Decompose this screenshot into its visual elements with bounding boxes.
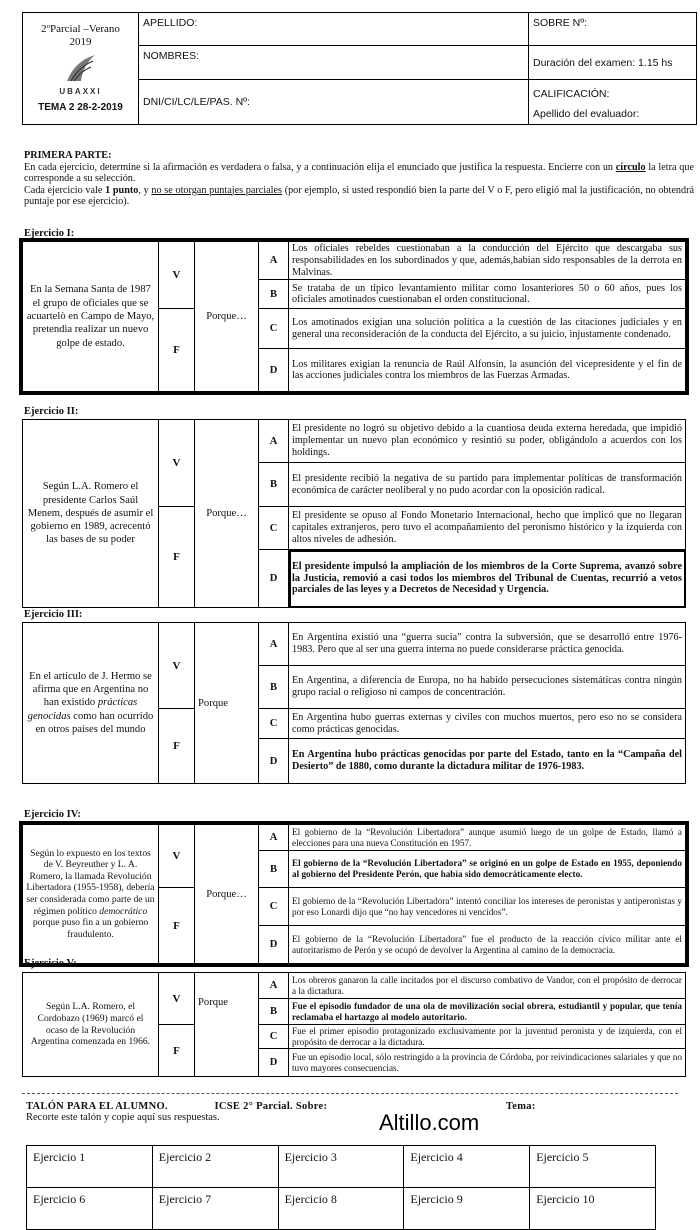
true-option[interactable]: V xyxy=(159,420,195,507)
true-option[interactable]: V xyxy=(159,242,195,309)
option-b-text: Fue el episodio fundador de una ola de movilización social obrera, estudiantil y popular, que tenía reclamaba el hartazgo al modelo autoritario. xyxy=(289,999,686,1025)
false-option[interactable]: F xyxy=(159,709,195,784)
exam-info-cell xyxy=(23,13,139,125)
answer-cell-10[interactable]: Ejercicio 10 xyxy=(530,1188,656,1230)
false-option[interactable]: F xyxy=(159,1025,195,1077)
false-option[interactable]: F xyxy=(159,888,195,964)
option-c-text: En Argentina hubo guerras externas y civiles con muchos muertos, pero eso no se considera como prácticas genocidas. xyxy=(289,709,686,739)
section-title: PRIMERA PARTE: xyxy=(24,150,112,161)
exercise-4-title: Ejercicio IV: xyxy=(24,809,81,820)
apellido-field[interactable]: APELLIDO: xyxy=(139,13,529,46)
option-b-text: En Argentina, a diferencia de Europa, no ha habido persecuciones sistemáticas contra ningún grupo racial o religioso ni campos de concentración. xyxy=(289,666,686,709)
logo-text: UBAXXI xyxy=(59,87,102,96)
porque-label: Porque… xyxy=(195,242,259,392)
exercise-3-title: Ejercicio III: xyxy=(24,609,83,620)
option-b-letter[interactable]: B xyxy=(259,851,289,888)
option-c-letter[interactable]: C xyxy=(259,888,289,926)
instruction-paragraph-2: Cada ejercicio vale 1 punto, y no se otorgan puntajes parciales (por ejemplo, si usted respondió bien la parte del V o F, pero eligió mal la justificación, no obtendrá puntaje por ese ejercicio). xyxy=(24,184,694,207)
option-a-text: Los oficiales rebeldes cuestionaban a la conducción del Ejército que descargaba sus responsabilidades en los subordinados y que, además,habian sido responsables de la derrota en Malvinas. xyxy=(289,242,686,280)
option-b-text: El presidente recibió la negativa de su partido para implementar políticas de transformación económica de carácter neoliberal y no pudo acordar con la oposición radical. xyxy=(289,463,686,507)
option-a-text: Los obreros ganaron la calle incitados por el discurso combativo de Vandor, con el propósito de derrocar a la dictadura. xyxy=(289,973,686,999)
option-c-letter[interactable]: C xyxy=(259,1025,289,1049)
watermark: Altillo.com xyxy=(379,1110,480,1135)
option-d-letter[interactable]: D xyxy=(259,1049,289,1077)
option-d-text: Los militares exigian la renuncia de Raúl Alfonsín, la asunción del vicepresidente y el fin de las acciones judiciales contra los miembros de las Fuerzas Armadas. xyxy=(289,349,686,392)
option-d-letter[interactable]: D xyxy=(259,739,289,784)
exercise-4 xyxy=(22,824,686,964)
porque-label: Porque xyxy=(195,973,259,1077)
option-a-text: El gobierno de la “Revolución Libertadora” aunque asumió luego de un golpe de Estado, llamó a elecciones para una nueva Constitución en 1957. xyxy=(289,825,686,851)
calificacion-field[interactable]: CALIFICACIÓN: xyxy=(533,88,610,100)
option-b-letter[interactable]: B xyxy=(259,280,289,309)
option-d-text: En Argentina hubo prácticas genocidas por parte del Estado, tanto en la “Campaña del Desierto” de 1880, como durante la dictadura militar de 1976-1983. xyxy=(289,739,686,784)
option-a-letter[interactable]: A xyxy=(259,242,289,280)
answer-cell-9[interactable]: Ejercicio 9 xyxy=(404,1188,530,1230)
exercise-5 xyxy=(22,972,686,1077)
option-b-letter[interactable]: B xyxy=(259,463,289,507)
tema-label: TEMA 2 28-2-2019 xyxy=(38,102,123,113)
exercise-1-title: Ejercicio I: xyxy=(24,228,75,239)
evaluador-field[interactable]: Apellido del evaluador: xyxy=(533,108,640,120)
answer-cell-4[interactable]: Ejercicio 4 xyxy=(404,1146,530,1188)
exercise-statement: En la Semana Santa de 1987 el grupo de oficiales que se acuartelò en Campo de Mayo, pretendìa realizar un nuevo golpe de estado. xyxy=(23,242,159,392)
talon-instruction: Recorte este talón y copie aquí sus respuestas. xyxy=(26,1112,220,1123)
answer-cell-5[interactable]: Ejercicio 5 xyxy=(530,1146,656,1188)
porque-label: Porque… xyxy=(195,825,259,964)
option-a-letter[interactable]: A xyxy=(259,420,289,463)
answer-cell-2[interactable]: Ejercicio 2 xyxy=(152,1146,278,1188)
exercise-statement: En el artículo de J. Hermo se afirma que en Argentina no han existido prácticas genocidas como han ocurrido en otros países del mundo xyxy=(23,623,159,784)
option-c-letter[interactable]: C xyxy=(259,309,289,349)
exercise-2 xyxy=(22,419,686,608)
option-d-letter[interactable]: D xyxy=(259,349,289,392)
option-b-letter[interactable]: B xyxy=(259,999,289,1025)
dni-field[interactable]: DNI/CI/LC/LE/PAS. Nº: xyxy=(139,80,529,125)
exercise-2-title: Ejercicio II: xyxy=(24,406,79,417)
answer-cell-1[interactable]: Ejercicio 1 xyxy=(27,1146,153,1188)
option-a-letter[interactable]: A xyxy=(259,825,289,851)
option-d-text: El gobierno de la “Revolución Libertadora” fue el producto de la reacción cívico militar ante el autoritarismo de Perón y se ocupó de devolver la Argentina al camino de la democracia. xyxy=(289,926,686,964)
talon-header xyxy=(26,1101,686,1112)
exam-title-line1: 2ºParcial –Verano xyxy=(41,23,120,35)
nombres-field[interactable]: NOMBRES: xyxy=(139,46,529,80)
ubaxxi-logo-icon xyxy=(61,51,101,85)
true-option[interactable]: V xyxy=(159,623,195,709)
talon-course: ICSE 2° Parcial. Sobre: xyxy=(214,1101,328,1112)
answer-cell-8[interactable]: Ejercicio 8 xyxy=(278,1188,404,1230)
exam-header xyxy=(22,12,697,125)
porque-label: Porque… xyxy=(195,420,259,608)
option-d-text: Fue un episodio local, sólo restringido a la provincia de Córdoba, por reivindicaciones salariales y que no tuvo mayores consecuencias. xyxy=(289,1049,686,1077)
exercise-1 xyxy=(22,241,686,392)
answer-cell-3[interactable]: Ejercicio 3 xyxy=(278,1146,404,1188)
option-c-text: El gobierno de la “Revolución Libertadora” intentó conciliar los intereses de peronistas y antiperonistas y por eso Lonardi dijo que “no hay vencedores ni vencidos”. xyxy=(289,888,686,926)
sobre-field[interactable]: SOBRE Nº: xyxy=(529,13,697,46)
option-c-letter[interactable]: C xyxy=(259,709,289,739)
answer-cell-6[interactable]: Ejercicio 6 xyxy=(27,1188,153,1230)
true-option[interactable]: V xyxy=(159,825,195,888)
exercise-statement: Según lo expuesto en los textos de V. Beyreuther y L. A. Romero, la llamada Revolución Libertadora (1955-1958), debería ser considerada como parte de un régimen político democrático porque puso fin a un gobierno fraudulento. xyxy=(23,825,159,964)
true-option[interactable]: V xyxy=(159,973,195,1025)
porque-label: Porque xyxy=(195,623,259,784)
option-b-letter[interactable]: B xyxy=(259,666,289,709)
option-c-text: Fue el primer episodio protagonizado exclusivamente por la juventud peronista y de izquierda, con el propósito de derrocar a la dictadura. xyxy=(289,1025,686,1049)
answer-cell-7[interactable]: Ejercicio 7 xyxy=(152,1188,278,1230)
option-d-text: El presidente impulsó la ampliación de los miembros de la Corte Suprema, avanzó sobre la Justicia, removió a casi todos los miembros del Tribunal de Cuentas, recurrió a vetos parciales de las leyes y a Decretos de Necesidad y Urgencia. xyxy=(289,550,686,608)
option-a-text: El presidente no logró su objetivo debido a la cuantiosa deuda externa heredada, que impidió implementar un nuevo plan económico y resintió su poder, obligándolo a acuerdos con los holdings. xyxy=(289,420,686,463)
option-a-letter[interactable]: A xyxy=(259,973,289,999)
talon-title: TALÓN PARA EL ALUMNO. xyxy=(26,1101,168,1112)
exercise-statement: Según L.A. Romero, el Cordobazo (1969) marcó el ocaso de la Revolución Argentina comenzada en 1966. xyxy=(23,973,159,1077)
exercise-3 xyxy=(22,622,686,784)
false-option[interactable]: F xyxy=(159,309,195,392)
option-c-letter[interactable]: C xyxy=(259,507,289,550)
false-option[interactable]: F xyxy=(159,507,195,608)
option-a-letter[interactable]: A xyxy=(259,623,289,666)
option-d-letter[interactable]: D xyxy=(259,550,289,608)
duracion-label: Duración del examen: 1.15 hs xyxy=(529,46,697,80)
option-b-text: Se trataba de un tipico levantamiento militar como losanteriores 50 o 60 años, pues los oficiales amotinados cuestionaban el orden constitucional. xyxy=(289,280,686,309)
exercise-statement: Según L.A. Romero el presidente Carlos Saúl Menem, después de asumir el gobierno en 1989, acrecentó las bases de su poder xyxy=(23,420,159,608)
instructions xyxy=(24,150,694,208)
answer-grid xyxy=(26,1145,656,1230)
option-a-text: En Argentina existió una “guerra sucia” contra la subversión, que se desarrolló entre 1976-1983. Pero que al ser una guerra interna no puede considerarse práctica genocida. xyxy=(289,623,686,666)
option-c-text: El presidente se opuso al Fondo Monetario Internacional, hecho que implicó que no llegaran capitales extranjeros, pero tuvo el acompañamiento del peronismo histórico y la izquierda con altos niveles de adhesión. xyxy=(289,507,686,550)
exam-title-line2: 2019 xyxy=(69,36,92,48)
option-c-text: Los amotinados exigian una solución política a la cuestión de las citaciones judiciales y en general una reconsideración de la conducta del Ejército, a su juicio, injustamente condenado. xyxy=(289,309,686,349)
exercise-5-title: Ejercicio V: xyxy=(24,958,77,969)
cut-line xyxy=(22,1093,678,1094)
instruction-paragraph-1: En cada ejercicio, determine si la afirmación es verdadera o falsa, y a continuación elija el enunciado que justifica la respuesta. Encierre con un círculo la letra que corresponde a su selección. xyxy=(24,161,694,184)
talon-section xyxy=(26,1101,686,1123)
option-d-letter[interactable]: D xyxy=(259,926,289,964)
option-b-text: El gobierno de la “Revolución Libertadora” se originó en un golpe de Estado en 1955, deponiendo al gobierno del Presidente Perón, que había sido democráticamente electo. xyxy=(289,851,686,888)
talon-tema: Tema: xyxy=(505,1101,536,1112)
